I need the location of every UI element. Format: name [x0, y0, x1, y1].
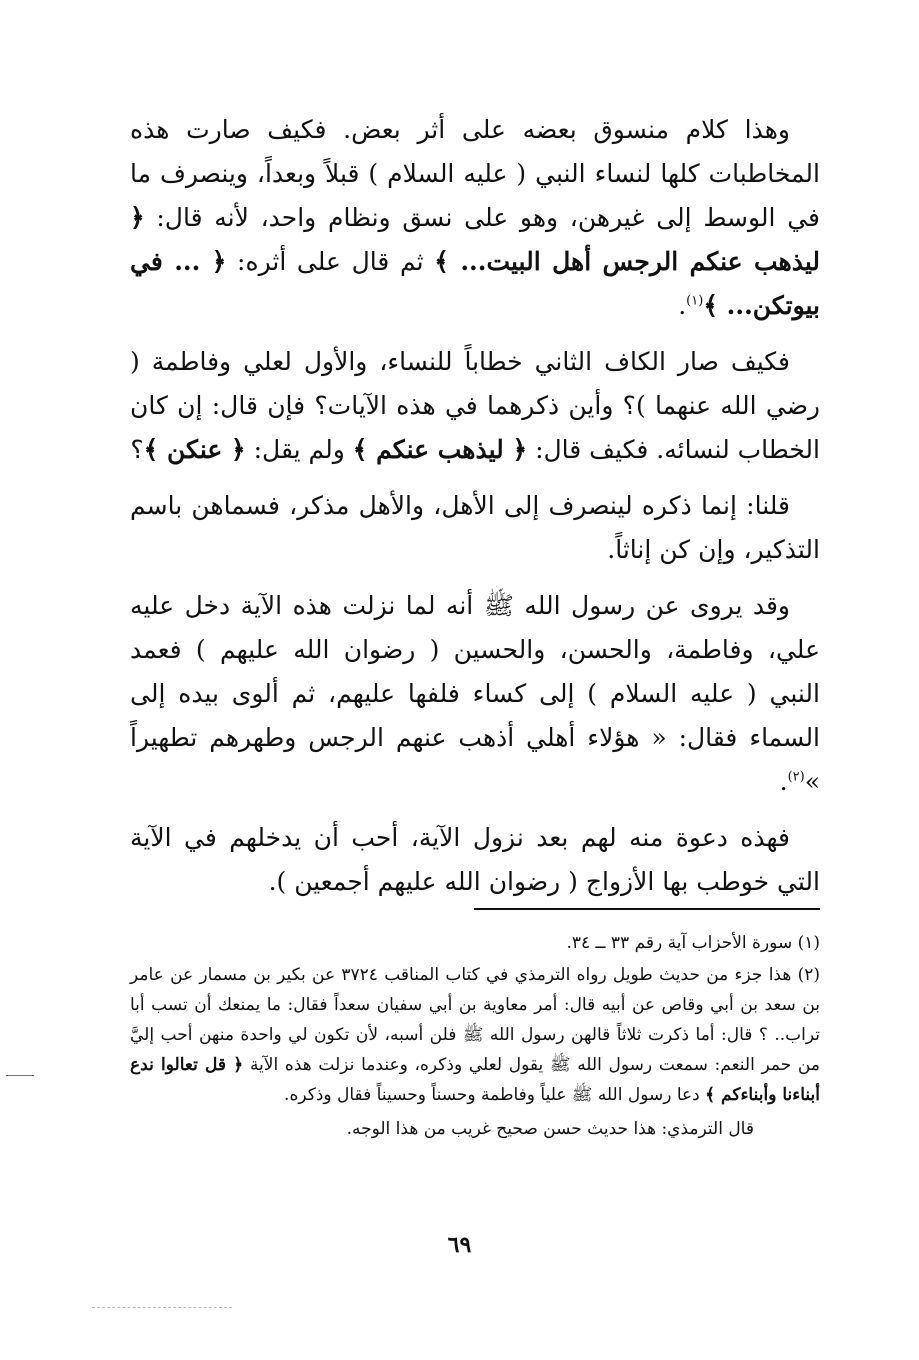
- footnote-tirmidhi-note: قال الترمذي: هذا حديث حسن صحيح غريب من هذا الوجه.: [346, 1119, 754, 1139]
- paragraph-5: [130, 816, 820, 904]
- margin-mark: [6, 1075, 34, 1076]
- quran-quote-4: ﴿ عنكن ﴾: [143, 435, 246, 464]
- footnotes-block: [130, 928, 820, 1146]
- paragraph-1-text-a: وهذا كلام منسوق بعضه على أثر بعض. فكيف صارت هذه المخاطبات كلها لنساء النبي ( عليه السلام ) قبلاً وبعداً، وينصرف ما في الوسط إلى غيرهن، وهو على نسق ونظام واحد، لأنه قال:: [130, 115, 820, 232]
- main-text-block: [130, 108, 820, 916]
- paragraph-2-text-b: ولم يقل:: [245, 435, 353, 464]
- quran-quote-2: ﴿ ... في بيوتكن... ﴾: [130, 247, 820, 320]
- paragraph-5-text: فهذه دعوة منه لهم بعد نزول الآية، أحب أن يدخلهم في الآية التي خوطب بها الأزواج ( رضوان الله عليهم أجمعين ).: [130, 823, 820, 896]
- paragraph-2-text-a: فكيف صار الكاف الثاني خطاباً للنساء، والأول لعلي وفاطمة ( رضي الله عنهما )؟ وأين ذكرهما في هذه الآيات؟ فإن قال: إن كان الخطاب لنسائه. فكيف قال:: [130, 347, 820, 464]
- footnote-2: [130, 960, 820, 1110]
- footnote-2-quran-quote: ﴿ قل تعالوا ندع أبناءنا وأبناءكم ﴾: [130, 1055, 820, 1105]
- hadith-quote: « هؤلاء أهلي أذهب عنهم الرجس وطهرهم تطهيراً »: [130, 723, 820, 796]
- paragraph-4-end: .: [779, 767, 788, 796]
- paragraph-1-end: .: [678, 291, 687, 320]
- paragraph-2-end: ؟: [130, 435, 144, 464]
- page-number: ٦٩: [447, 1232, 472, 1258]
- quran-quote-3: ﴿ ليذهب عنكم ﴾: [352, 435, 528, 464]
- paragraph-1: [130, 108, 820, 328]
- footnote-2-text-a: (٢) هذا جزء من حديث طويل رواه الترمذي في كتاب المناقب ٣٧٢٤ عن بكير بن مسمار عن عامر بن سعد بن أبي وقاص عن أبيه قال: أمر معاوية بن أبي سفيان سعداً فقال: ما يمنعك أن تسب أبا تراب.. ؟ قال: أما ذكرت ثلاثاً قالهن رسول الله ﷺ فلن أسبه، لأن تكون لي واحدة منهن أحب إليَّ من حمر النعم: سمعت رسول الله ﷺ يقول لعلي وذكره، وعندما نزلت هذه الآية: [130, 965, 821, 1075]
- paragraph-2: [130, 340, 820, 472]
- paragraph-1-text-b: ثم قال على أثره:: [226, 247, 435, 276]
- paragraph-4: [130, 584, 820, 804]
- footnote-1: (١) سورة الأحزاب آية رقم ٣٣ ــ ٣٤.: [566, 933, 820, 953]
- quran-quote-1: ﴿ ليذهب عنكم الرجس أهل البيت... ﴾: [130, 203, 820, 276]
- footnote-ref-2[interactable]: (٢): [787, 769, 805, 785]
- footnote-2-text-b: دعا رسول الله ﷺ علياً وفاطمة وحسناً وحسيناً فقال وذكره.: [284, 1085, 706, 1105]
- footnote-separator: [474, 908, 820, 910]
- paragraph-3-text: قلنا: إنما ذكره لينصرف إلى الأهل، والأهل مذكر، فسماهن باسم التذكير، وإن كن إناثاً.: [130, 491, 820, 564]
- footnote-ref-1[interactable]: (١): [686, 293, 704, 309]
- paragraph-3: [130, 484, 820, 572]
- scan-artifact-line: [92, 1307, 232, 1308]
- paragraph-4-text-a: وقد يروى عن رسول الله ﷺ أنه لما نزلت هذه الآية دخل عليه علي، وفاطمة، والحسن، والحسين ( رضوان الله عليهم ) فعمد النبي ( عليه السلام ) إلى كساء فلفها عليهم، ثم ألوى بيده إلى السماء فقال:: [130, 591, 821, 752]
